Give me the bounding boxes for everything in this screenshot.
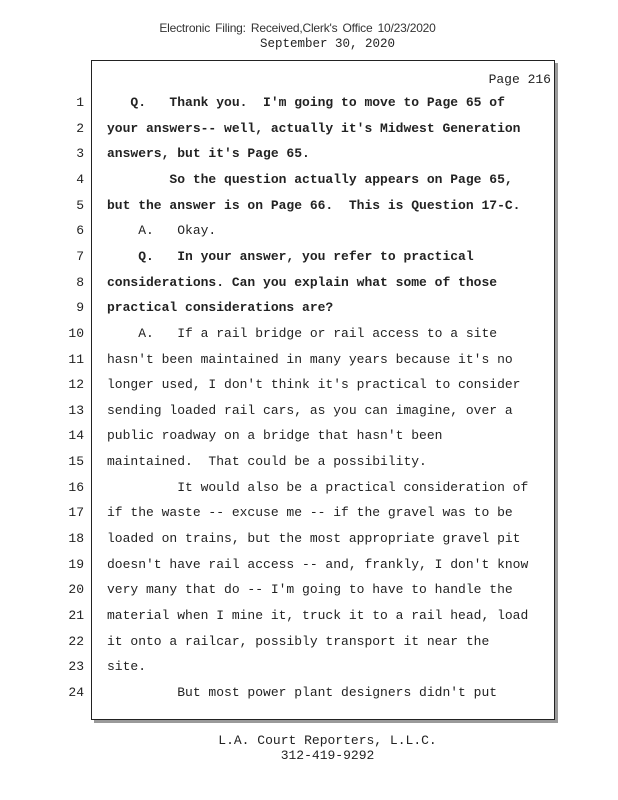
transcript-line: it onto a railcar, possibly transport it near the <box>107 633 490 649</box>
reporter-phone: 312-419-9292 <box>280 748 375 763</box>
line-number: 11 <box>68 351 84 367</box>
line-number: 24 <box>68 684 84 700</box>
line-number: 18 <box>68 531 84 547</box>
line-number: 1 <box>76 95 84 110</box>
transcript-line: A. Okay. <box>107 223 217 239</box>
transcript-line: longer used, I don't think it's practical to consider <box>107 377 521 393</box>
transcript-line: maintained. That could be a possibility. <box>107 454 427 470</box>
transcript-line: public roadway on a bridge that hasn't been <box>107 428 443 444</box>
line-number: 5 <box>76 197 84 213</box>
line-number: 9 <box>76 300 84 316</box>
reporter-company: L.A. Court Reporters, L.L.C. <box>218 733 437 748</box>
transcript-line: site. <box>107 659 147 675</box>
transcript-line: sending loaded rail cars, as you can imagine, over a <box>107 402 513 418</box>
page-number: Page 216 <box>488 72 551 87</box>
line-number: 12 <box>68 377 84 393</box>
transcript-line: your answers-- well, actually it's Midwest Generation <box>107 120 521 136</box>
transcript-line: if the waste -- excuse me -- if the gravel was to be <box>107 505 513 521</box>
transcript-line: doesn't have rail access -- and, frankly, I don't know <box>107 556 529 572</box>
line-number: 23 <box>68 659 84 675</box>
line-number: 4 <box>76 171 84 187</box>
transcript-line: loaded on trains, but the most appropriate gravel pit <box>107 531 521 547</box>
transcript-line: practical considerations are? <box>107 300 334 316</box>
transcript-line: So the question actually appears on Page 65, <box>107 171 513 187</box>
transcript-line: Q. Thank you. I'm going to move to Page 65 of <box>107 95 505 110</box>
transcript-line: material when I mine it, truck it to a rail head, load <box>107 608 529 623</box>
line-number: 8 <box>76 274 84 290</box>
transcript-line: It would also be a practical consideration of <box>107 479 529 495</box>
line-number: 19 <box>68 556 84 572</box>
transcript-line: Q. In your answer, you refer to practical <box>107 248 474 264</box>
transcript-line: answers, but it's Page 65. <box>107 146 310 162</box>
line-number: 3 <box>76 146 84 162</box>
line-number: 16 <box>68 479 84 495</box>
line-number: 7 <box>76 248 84 264</box>
line-number: 15 <box>68 454 84 470</box>
transcript-date: September 30, 2020 <box>259 37 396 51</box>
line-number: 22 <box>68 633 84 649</box>
line-number: 14 <box>68 428 84 444</box>
transcript-line: But most power plant designers didn't put <box>107 684 498 700</box>
transcript-line: but the answer is on Page 66. This is Question 17-C. <box>107 197 521 213</box>
filing-stamp: Electronic Filing: Received,Clerk's Office 10/23/2020 <box>159 21 436 35</box>
line-number: 20 <box>68 582 84 598</box>
line-number: 6 <box>76 223 84 239</box>
transcript-line: hasn't been maintained in many years because it's no <box>107 351 513 367</box>
line-number: 2 <box>76 120 84 136</box>
transcript-line: A. If a rail bridge or rail access to a site <box>107 325 498 341</box>
line-number: 10 <box>68 325 84 341</box>
line-number: 21 <box>68 608 84 623</box>
transcript-line: considerations. Can you explain what some of those <box>107 274 498 290</box>
line-number: 13 <box>68 402 84 418</box>
line-number: 17 <box>68 505 84 521</box>
transcript-line: very many that do -- I'm going to have to handle the <box>107 582 513 598</box>
